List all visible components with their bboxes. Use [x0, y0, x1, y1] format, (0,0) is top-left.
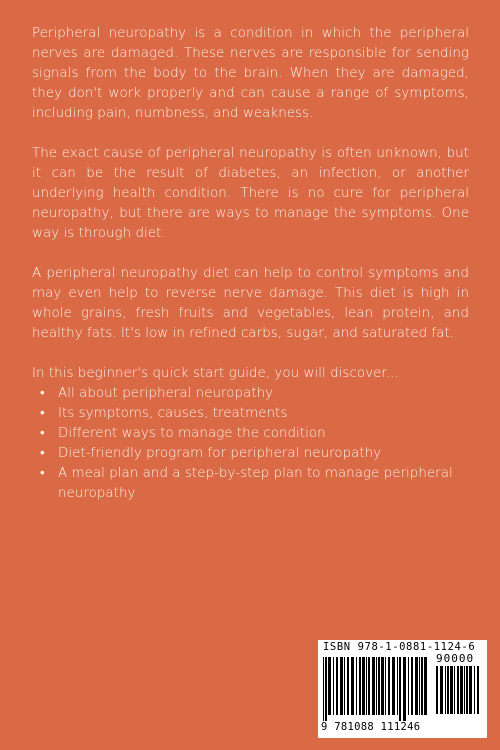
- bullet-icon: •: [40, 466, 45, 481]
- barcode-bar: [347, 657, 349, 715]
- barcode-bar: [415, 657, 418, 715]
- barcode-bar: [477, 666, 479, 714]
- barcode-bar: [436, 666, 438, 714]
- barcode-bar: [336, 657, 338, 715]
- barcode-bar: [447, 666, 449, 714]
- isbn-barcode: [318, 640, 487, 738]
- list-item-text: All about peripheral neuropathy: [58, 386, 274, 401]
- barcode-bar: [366, 657, 367, 715]
- list-item: [40, 404, 469, 424]
- list-item-text: Diet-friendly program for peripheral neuropathy: [58, 446, 382, 461]
- barcode-bar: [408, 657, 409, 715]
- list-item: [40, 424, 469, 444]
- barcode-bar: [359, 657, 361, 715]
- barcode-bar: [411, 657, 413, 715]
- barcode-bar: [351, 657, 354, 715]
- feature-list: [32, 384, 469, 504]
- barcode-bar: [333, 657, 334, 715]
- list-item-text: A meal plan and a step-by-step plan to manage peripheral neuropathy: [58, 466, 453, 501]
- back-cover-text: [32, 24, 469, 504]
- bullet-icon: •: [40, 406, 45, 421]
- list-item-text: Its symptoms, causes, treatments: [58, 406, 288, 421]
- paragraph-1: Peripheral neuropathy is a condition in which the peripheral nerves are damaged. These nerves are responsible for sending signals from the body to the brain. When they are damaged, they don't work properly and can cause a range of symptoms, including pain, numbness, and weakness.: [32, 26, 469, 121]
- barcode-bar: [340, 657, 343, 715]
- barcode-bar: [454, 666, 455, 714]
- barcode-bar: [399, 657, 401, 721]
- barcode-bar: [372, 657, 375, 715]
- barcode-bar: [457, 666, 459, 714]
- addon-barcode-bars: [436, 666, 482, 720]
- paragraph-3: A peripheral neuropathy diet can help to control symptoms and may even help to reverse nerve damage. This diet is high in whole grains, fresh fruits and vegetables, lean protein, and healthy fats. It's low in refined carbs, sugar, and saturated fat.: [32, 266, 469, 341]
- barcode-bar: [469, 666, 472, 714]
- barcode-bar: [376, 657, 377, 715]
- barcode-bar: [328, 657, 331, 715]
- barcode-bar: [344, 657, 345, 715]
- barcode-bar: [392, 657, 395, 715]
- barcode-bar: [450, 666, 453, 714]
- barcode-bar: [385, 657, 386, 715]
- barcode-bar: [466, 666, 468, 714]
- intro-line: In this beginner's quick start guide, you will discover...: [32, 366, 399, 381]
- barcode-bar: [356, 657, 357, 715]
- isbn-text: ISBN 978-1-0881-1124-6: [323, 641, 476, 653]
- barcode-bars: [323, 657, 431, 721]
- barcode-bar: [397, 657, 398, 715]
- addon-number: 90000: [436, 652, 475, 665]
- barcode-bar: [388, 657, 390, 715]
- barcode-bar: [445, 666, 446, 714]
- list-item: [40, 384, 469, 404]
- paragraph-2: The exact cause of peripheral neuropathy is often unknown, but it can be the result of diabetes, an infection, or another underlying health condition. There is no cure for peripheral neuropathy, but there are ways to manage the symptoms. One way is through diet.: [32, 146, 469, 241]
- barcode-bar: [362, 657, 365, 715]
- barcode-digits: 9 781088 111246: [321, 721, 421, 733]
- bullet-icon: •: [40, 426, 45, 441]
- barcode-bar: [474, 666, 475, 714]
- barcode-bar: [424, 657, 427, 715]
- barcode-bar: [421, 657, 423, 715]
- barcode-bar: [403, 657, 406, 721]
- barcode-bar: [368, 657, 370, 715]
- list-item: [40, 444, 469, 464]
- barcode-bar: [325, 657, 327, 721]
- barcode-bar: [460, 666, 463, 714]
- barcode-bar: [419, 657, 420, 715]
- barcode-bar: [323, 657, 324, 721]
- barcode-bar: [381, 657, 384, 715]
- bullet-icon: •: [40, 446, 45, 461]
- barcode-bar: [464, 666, 465, 714]
- barcode-bar: [378, 657, 380, 715]
- bullet-icon: •: [40, 386, 45, 401]
- barcode-bar: [440, 666, 443, 714]
- list-item-text: Different ways to manage the condition: [58, 426, 326, 441]
- list-item: [40, 464, 469, 504]
